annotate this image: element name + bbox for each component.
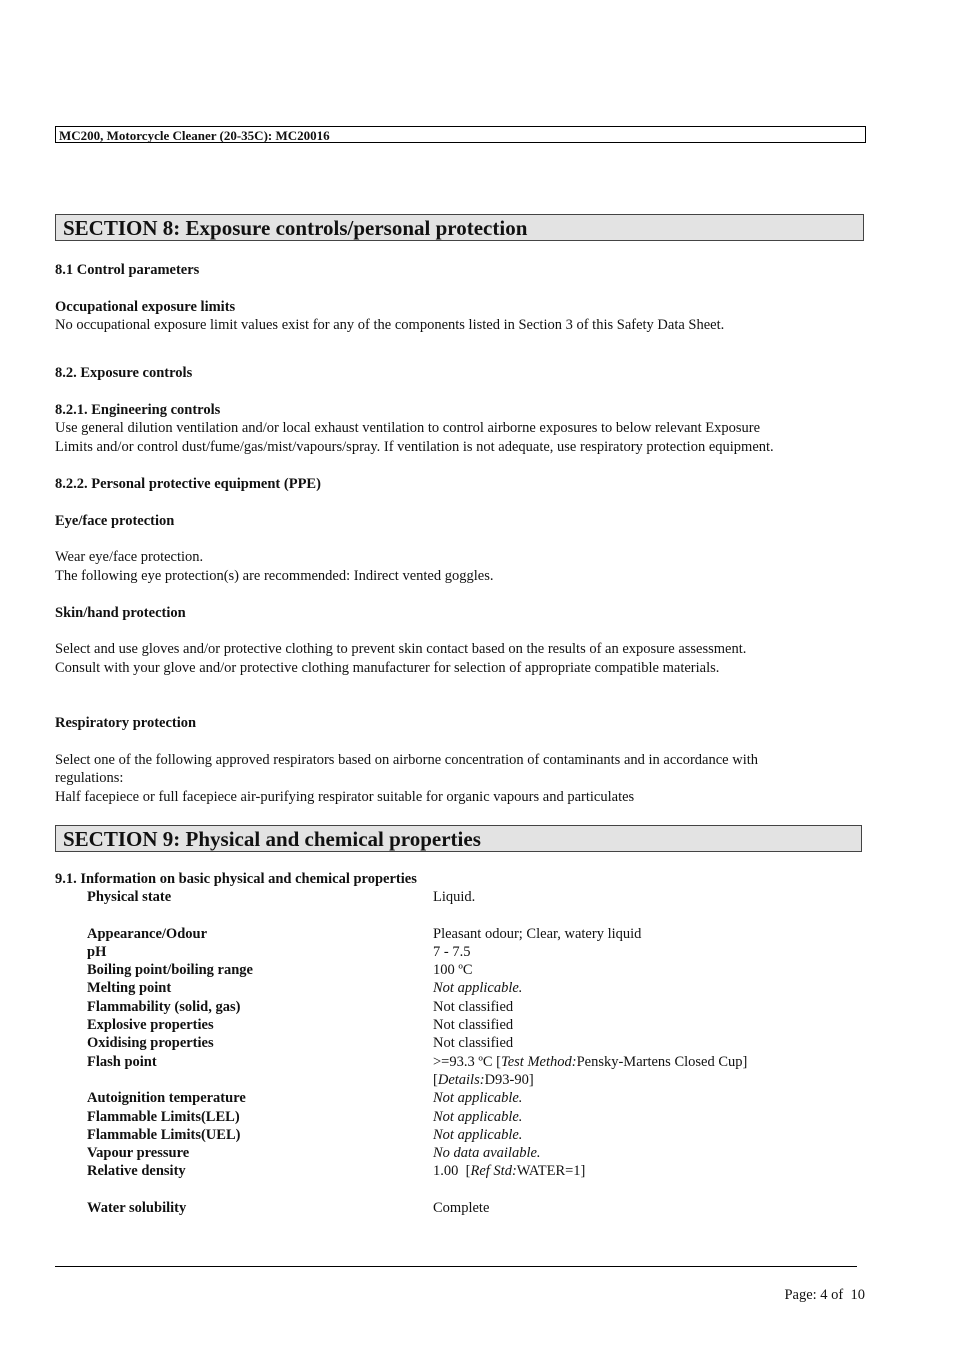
property-row [55, 1108, 865, 1126]
property-row [55, 1089, 865, 1107]
property-value: Liquid. [433, 889, 476, 905]
engineering-controls-text-2: Limits and/or control dust/fume/gas/mist/vapours/spray. If ventilation is not adequate, use respiratory protection equipment. [55, 439, 774, 455]
control-parameters-heading: 8.1 Control parameters [55, 262, 200, 278]
property-label: Relative density [87, 1163, 186, 1180]
property-label: Vapour pressure [87, 1145, 190, 1162]
density-value: 1.00 [ [433, 1163, 471, 1180]
property-row [55, 961, 865, 979]
property-value: Pleasant odour; Clear, watery liquid [433, 925, 642, 942]
property-row [55, 1199, 865, 1217]
property-row [55, 1144, 865, 1162]
property-value: Not classified [433, 1035, 514, 1052]
property-row [55, 943, 865, 961]
respiratory-protection-text-3: Half facepiece or full facepiece air-purifying respirator suitable for organic vapours and particulates [55, 789, 635, 805]
respiratory-protection-text-1: Select one of the following approved respirators based on airborne concentration of contaminants and in accordance with [55, 752, 759, 768]
oel-heading: Occupational exposure limits [55, 299, 236, 315]
eye-protection-text-1: Wear eye/face protection. [55, 549, 204, 565]
respiratory-protection-text-2: regulations: [55, 770, 124, 786]
test-method-label: Test Method: [500, 1053, 577, 1070]
property-label: Melting point [87, 980, 172, 997]
respiratory-protection-heading: Respiratory protection [55, 715, 197, 731]
properties-info-heading: 9.1. Information on basic physical and chemical properties [55, 871, 417, 887]
property-label: Boiling point/boiling range [87, 962, 253, 979]
exposure-controls-heading: 8.2. Exposure controls [55, 365, 193, 381]
property-value: Not applicable. [433, 980, 523, 997]
property-row [55, 1126, 865, 1144]
property-value [433, 1162, 863, 1181]
property-label: Water solubility [87, 1200, 187, 1217]
footer-divider [55, 1266, 857, 1267]
property-row [55, 888, 865, 925]
property-row [55, 998, 865, 1016]
property-value: 100 ºC [433, 962, 473, 979]
property-row [55, 1162, 865, 1199]
property-label: Appearance/Odour [87, 925, 208, 942]
oel-text: No occupational exposure limit values exist for any of the components listed in Section 3 of this Safety Data Sheet. [55, 317, 725, 333]
property-value: Not classified [433, 1017, 514, 1034]
property-label: Flash point [87, 1053, 157, 1070]
property-label: Flammable Limits(LEL) [87, 1108, 240, 1125]
test-method-value: Pensky-Martens Closed Cup] [576, 1053, 748, 1070]
document-header: MC200, Motorcycle Cleaner (20-35C): MC20016 [55, 126, 866, 143]
property-value [433, 1053, 863, 1090]
details-bracket: [ [433, 1072, 438, 1089]
details-label: Details: [437, 1072, 485, 1089]
details-value: D93-90] [484, 1072, 534, 1089]
skin-protection-text-1: Select and use gloves and/or protective clothing to prevent skin contact based on the results of an exposure assessment. [55, 641, 747, 657]
property-value: 7 - 7.5 [433, 943, 471, 960]
section-8-title: SECTION 8: Exposure controls/personal protection [55, 214, 864, 241]
property-label: Flammability (solid, gas) [87, 998, 241, 1015]
property-row [55, 1034, 865, 1052]
property-value: Not applicable. [433, 1108, 523, 1125]
property-label: Autoignition temperature [87, 1090, 246, 1107]
property-label: Explosive properties [87, 1017, 214, 1034]
ref-std-label: Ref Std: [470, 1163, 517, 1180]
section-9-title: SECTION 9: Physical and chemical properties [55, 825, 862, 852]
property-value: Not classified [433, 998, 514, 1015]
properties-table [55, 888, 865, 1217]
property-value: Complete [433, 1200, 490, 1217]
engineering-controls-heading: 8.2.1. Engineering controls [55, 402, 221, 418]
ref-std-value: WATER=1] [516, 1163, 586, 1180]
property-label: pH [87, 943, 107, 960]
property-row [55, 925, 865, 943]
eye-protection-text-2: The following eye protection(s) are recommended: Indirect vented goggles. [55, 568, 494, 584]
property-value: No data available. [433, 1145, 541, 1162]
property-row [55, 1053, 865, 1090]
ppe-heading: 8.2.2. Personal protective equipment (PPE) [55, 476, 321, 492]
skin-protection-text-2: Consult with your glove and/or protective clothing manufacturer for selection of appropriate compatible materials. [55, 660, 720, 676]
property-label: Physical state [87, 889, 172, 905]
page-number: Page: 4 of 10 [784, 1287, 865, 1303]
engineering-controls-text-1: Use general dilution ventilation and/or local exhaust ventilation to control airborne exposures to below relevant Exposure [55, 420, 761, 436]
property-label: Oxidising properties [87, 1035, 214, 1052]
property-row [55, 1016, 865, 1034]
eye-protection-heading: Eye/face protection [55, 513, 175, 529]
skin-protection-heading: Skin/hand protection [55, 605, 186, 621]
property-value: Not applicable. [433, 1090, 523, 1107]
property-value: Not applicable. [433, 1126, 523, 1143]
property-row [55, 979, 865, 997]
flash-point-value: >=93.3 ºC [ [433, 1053, 501, 1070]
property-label: Flammable Limits(UEL) [87, 1126, 241, 1143]
